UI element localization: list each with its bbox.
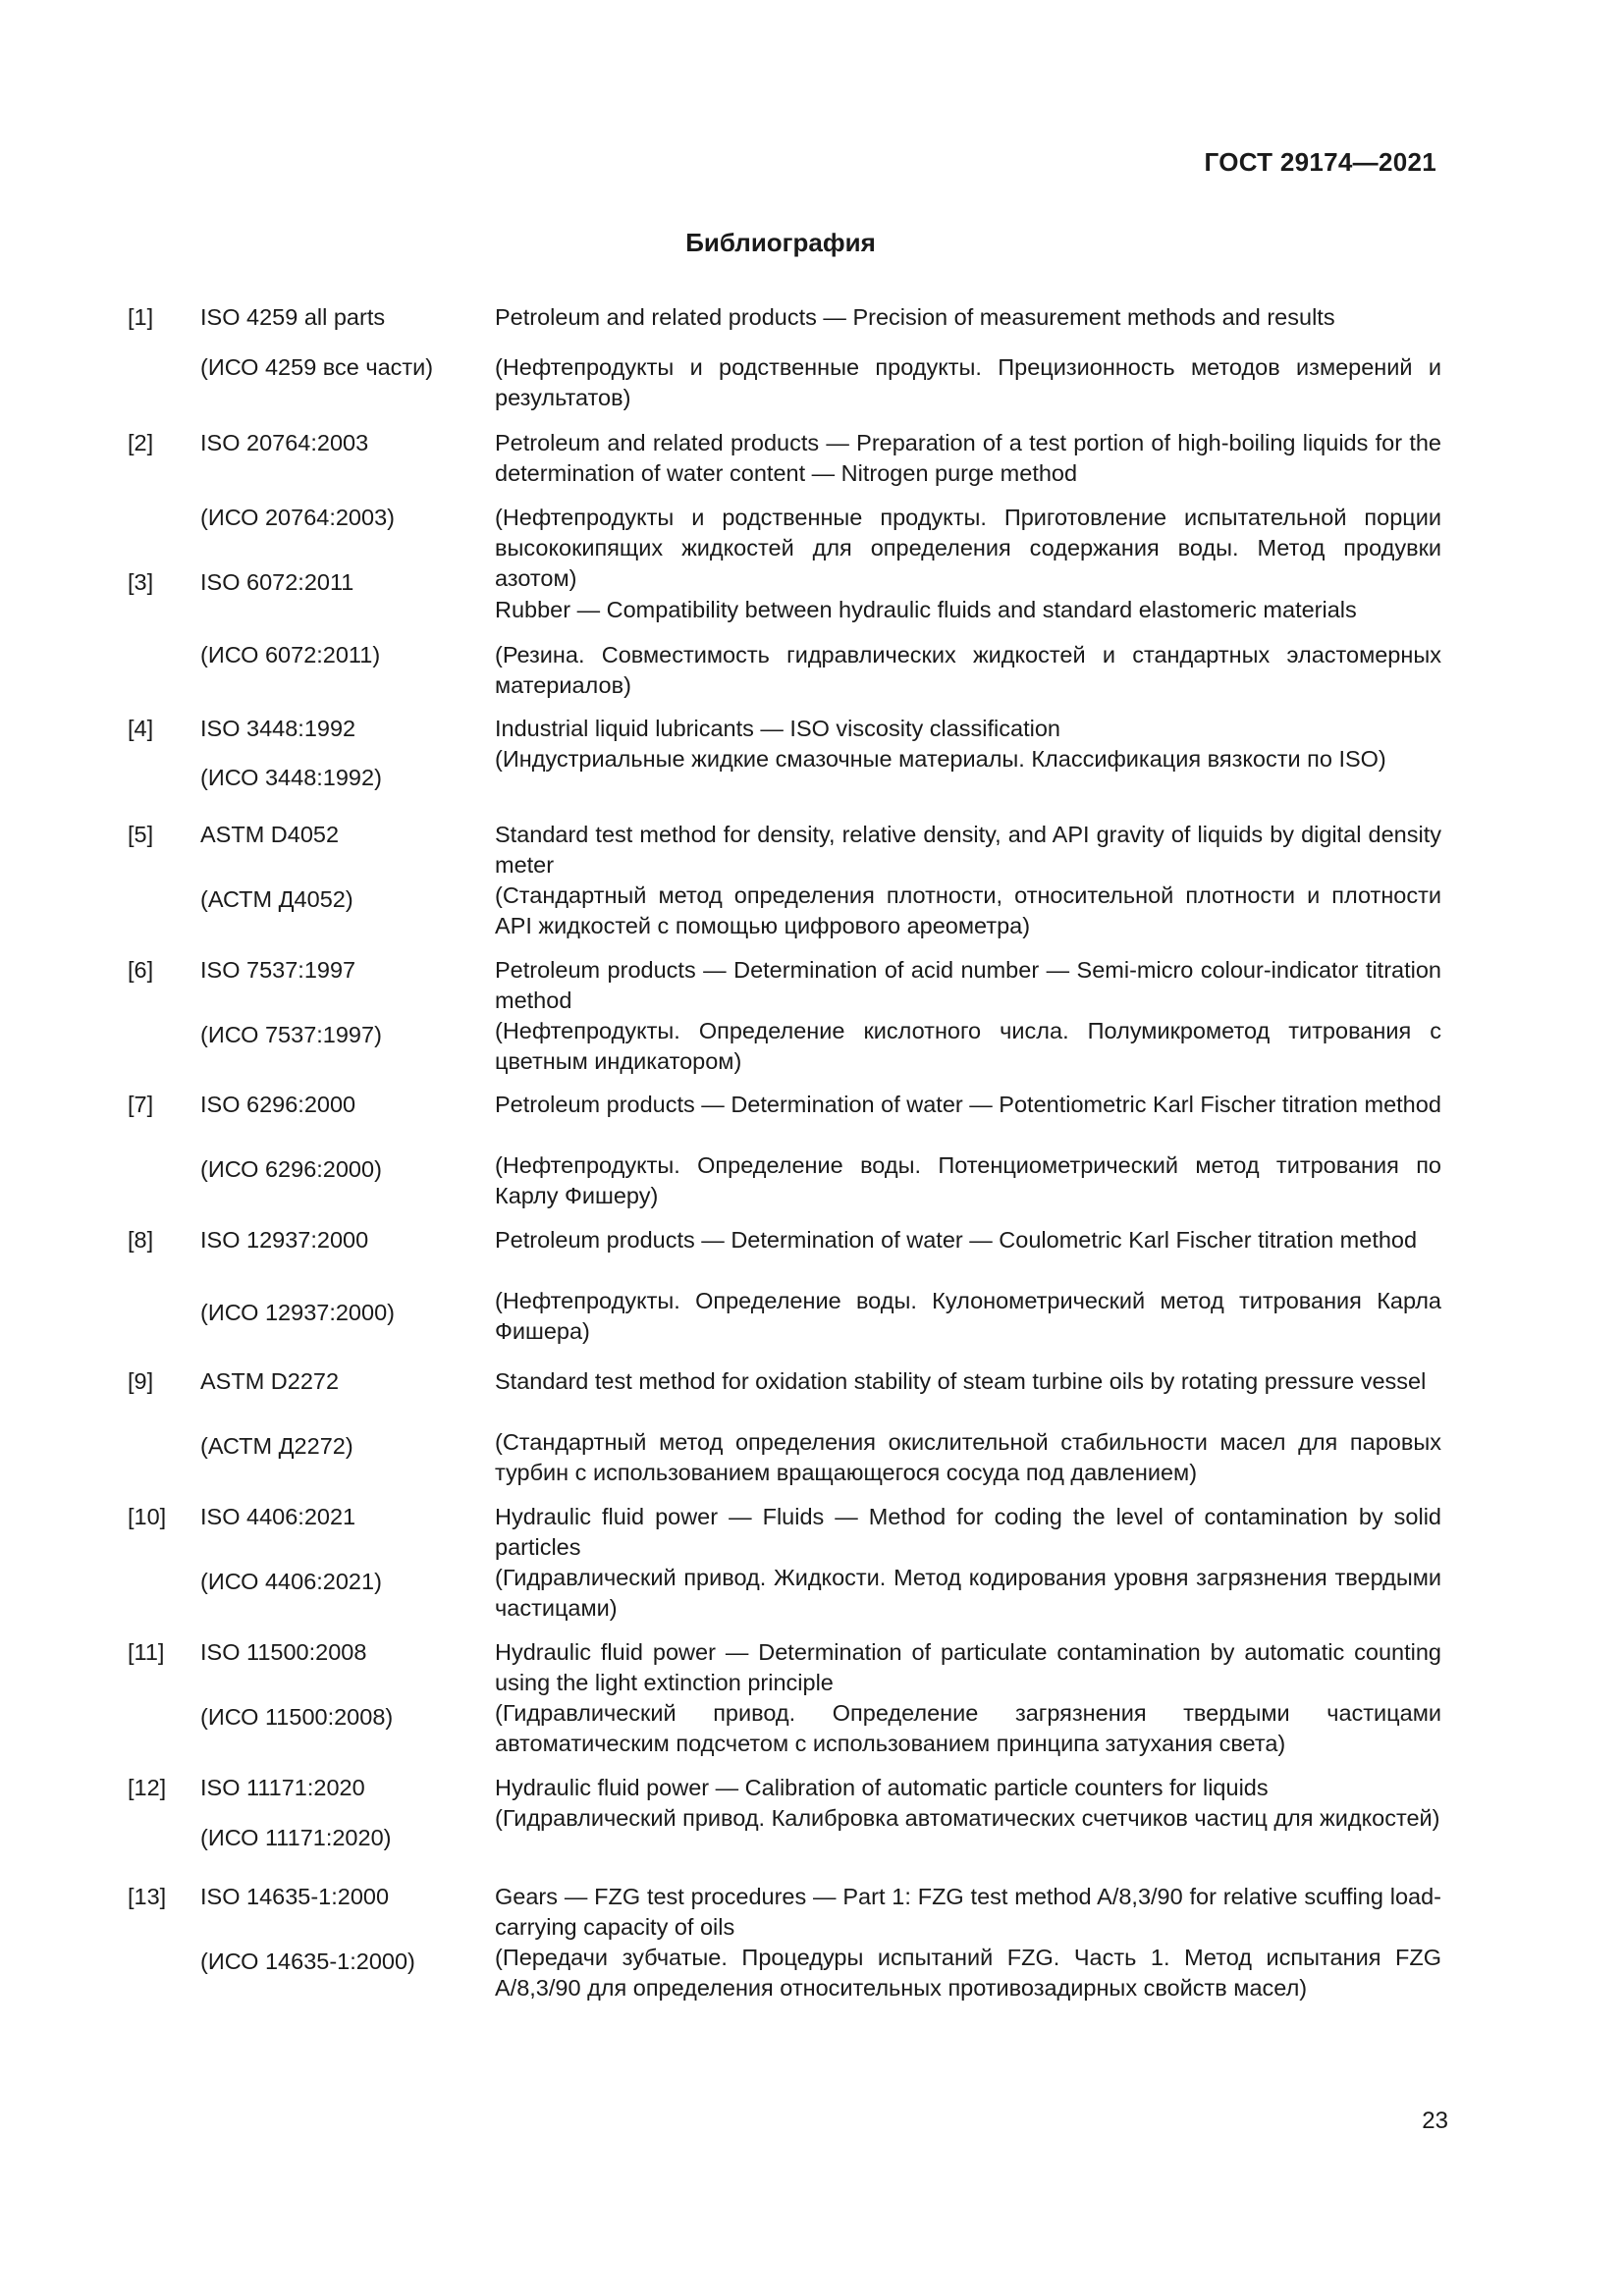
entry-code: ISO 4259 all parts <box>200 304 386 330</box>
entry-title-ru: (Резина. Совместимость гидравлических жидкостей и стандартных эластомерных материалов) <box>495 642 1441 698</box>
entry-title-en: Petroleum products — Determination of acid number — Semi-micro colour-indicator titration method <box>495 957 1441 1013</box>
entry-number: [6] <box>128 957 154 983</box>
entry-title-en: Petroleum products — Determination of water — Coulometric Karl Fischer titration method <box>495 1227 1418 1253</box>
entry-number: [11] <box>128 1639 165 1665</box>
entry-number: [5] <box>128 822 154 847</box>
entry-code: ISO 6296:2000 <box>200 1092 356 1117</box>
entry-code-ru: (ИСО 6072:2011) <box>200 642 381 667</box>
entry-title-en: Standard test method for oxidation stability of steam turbine oils by rotating pressure vessel <box>495 1368 1427 1394</box>
entry-title-en: Hydraulic fluid power — Calibration of automatic particle counters for liquids <box>495 1775 1269 1800</box>
entry-title-ru: (Нефтепродукты и родственные продукты. Приготовление испытательной порции высококипящих жидкостей для определения содержания воды. Метод продувки азотом) <box>495 505 1441 591</box>
entry-code-ru: (ИСО 3448:1992) <box>200 765 382 790</box>
entry-code: ISO 3448:1992 <box>200 716 356 741</box>
entry-title-en: Petroleum and related products — Preparation of a test portion of high-boiling liquids for the determination of water content — Nitrogen purge method <box>495 430 1441 486</box>
entry-code: ISO 12937:2000 <box>200 1227 369 1253</box>
entry-title-ru: (Гидравлический привод. Определение загрязнения твердыми частицами автоматическим подсчетом с использованием принципа затухания света) <box>495 1700 1441 1756</box>
entry-code-ru: (АСТМ Д2272) <box>200 1433 353 1459</box>
entry-number: [2] <box>128 430 154 455</box>
entry-title-en: Standard test method for density, relative density, and API gravity of liquids by digital density meter <box>495 822 1441 878</box>
entry-number: [10] <box>128 1504 167 1529</box>
entry-code: ISO 14635-1:2000 <box>200 1884 390 1909</box>
standard-code-header: ГОСТ 29174—2021 <box>1204 147 1436 177</box>
entry-code-ru: (ИСО 11171:2020) <box>200 1825 392 1850</box>
entry-code: ASTM D2272 <box>200 1368 340 1394</box>
bibliography-title: Библиография <box>685 228 876 257</box>
entry-title-en: Petroleum and related products — Precision of measurement methods and results <box>495 304 1335 330</box>
entry-title-ru: (Стандартный метод определения плотности, относительной плотности и плотности API жидкостей с помощью цифрового ареометра) <box>495 882 1441 938</box>
entry-number: [13] <box>128 1884 167 1909</box>
entry-code-ru: (ИСО 11500:2008) <box>200 1704 394 1730</box>
page-number: 23 <box>1422 2108 1448 2134</box>
entry-code-ru: (АСТМ Д4052) <box>200 886 353 912</box>
entry-title-ru: (Передачи зубчатые. Процедуры испытаний FZG. Часть 1. Метод испытания FZG A/8,3/90 для определения относительных противозадирных свойств масел) <box>495 1945 1441 2001</box>
entry-number: [9] <box>128 1368 154 1394</box>
entry-title-ru: (Гидравлический привод. Жидкости. Метод кодирования уровня загрязнения твердыми частицами) <box>495 1565 1441 1621</box>
entry-title-ru: (Нефтепродукты и родственные продукты. Прецизионность методов измерений и результатов) <box>495 354 1441 410</box>
entry-code: ISO 7537:1997 <box>200 957 356 983</box>
entry-title-en: Rubber — Compatibility between hydraulic fluids and standard elastomeric materials <box>495 597 1357 622</box>
entry-code-ru: (ИСО 4406:2021) <box>200 1569 382 1594</box>
entry-number: [7] <box>128 1092 154 1117</box>
entry-title-ru: (Нефтепродукты. Определение воды. Кулонометрический метод титрования Карла Фишера) <box>495 1288 1441 1344</box>
entry-title-en: Industrial liquid lubricants — ISO viscosity classification <box>495 716 1060 741</box>
entry-number: [4] <box>128 716 154 741</box>
entry-code: ASTM D4052 <box>200 822 340 847</box>
entry-code: ISO 11500:2008 <box>200 1639 367 1665</box>
entry-title-en: Gears — FZG test procedures — Part 1: FZG test method A/8,3/90 for relative scuffing load-carrying capacity of oils <box>495 1884 1441 1940</box>
entry-code: ISO 11171:2020 <box>200 1775 365 1800</box>
entry-title-en: Hydraulic fluid power — Determination of particulate contamination by automatic counting using the light extinction principle <box>495 1639 1441 1695</box>
entry-title-ru: (Гидравлический привод. Калибровка автоматических счетчиков частиц для жидкостей) <box>495 1805 1440 1831</box>
entry-code-ru: (ИСО 6296:2000) <box>200 1156 382 1182</box>
entry-title-ru: (Индустриальные жидкие смазочные материалы. Классификация вязкости по ISO) <box>495 746 1386 772</box>
entry-code-ru: (ИСО 7537:1997) <box>200 1022 382 1047</box>
entry-code-ru: (ИСО 4259 все части) <box>200 354 434 380</box>
entry-code: ISO 6072:2011 <box>200 569 354 595</box>
entry-code-ru: (ИСО 20764:2003) <box>200 505 395 530</box>
entry-title-ru: (Стандартный метод определения окислительной стабильности масел для паровых турбин с использованием вращающегося сосуда под давлением) <box>495 1429 1441 1485</box>
entry-code-ru: (ИСО 14635-1:2000) <box>200 1949 415 1974</box>
entry-title-en: Petroleum products — Determination of water — Potentiometric Karl Fischer titration method <box>495 1092 1441 1117</box>
entry-number: [1] <box>128 304 154 330</box>
entry-code: ISO 20764:2003 <box>200 430 369 455</box>
entry-title-en: Hydraulic fluid power — Fluids — Method for coding the level of contamination by solid particles <box>495 1504 1441 1560</box>
entry-number: [3] <box>128 569 154 595</box>
entry-number: [12] <box>128 1775 167 1800</box>
entry-number: [8] <box>128 1227 154 1253</box>
entry-code: ISO 4406:2021 <box>200 1504 356 1529</box>
entry-code-ru: (ИСО 12937:2000) <box>200 1300 395 1325</box>
entry-title-ru: (Нефтепродукты. Определение кислотного числа. Полумикрометод титрования с цветным индикатором) <box>495 1018 1441 1074</box>
entry-title-ru: (Нефтепродукты. Определение воды. Потенциометрический метод титрования по Карлу Фишеру) <box>495 1152 1441 1208</box>
